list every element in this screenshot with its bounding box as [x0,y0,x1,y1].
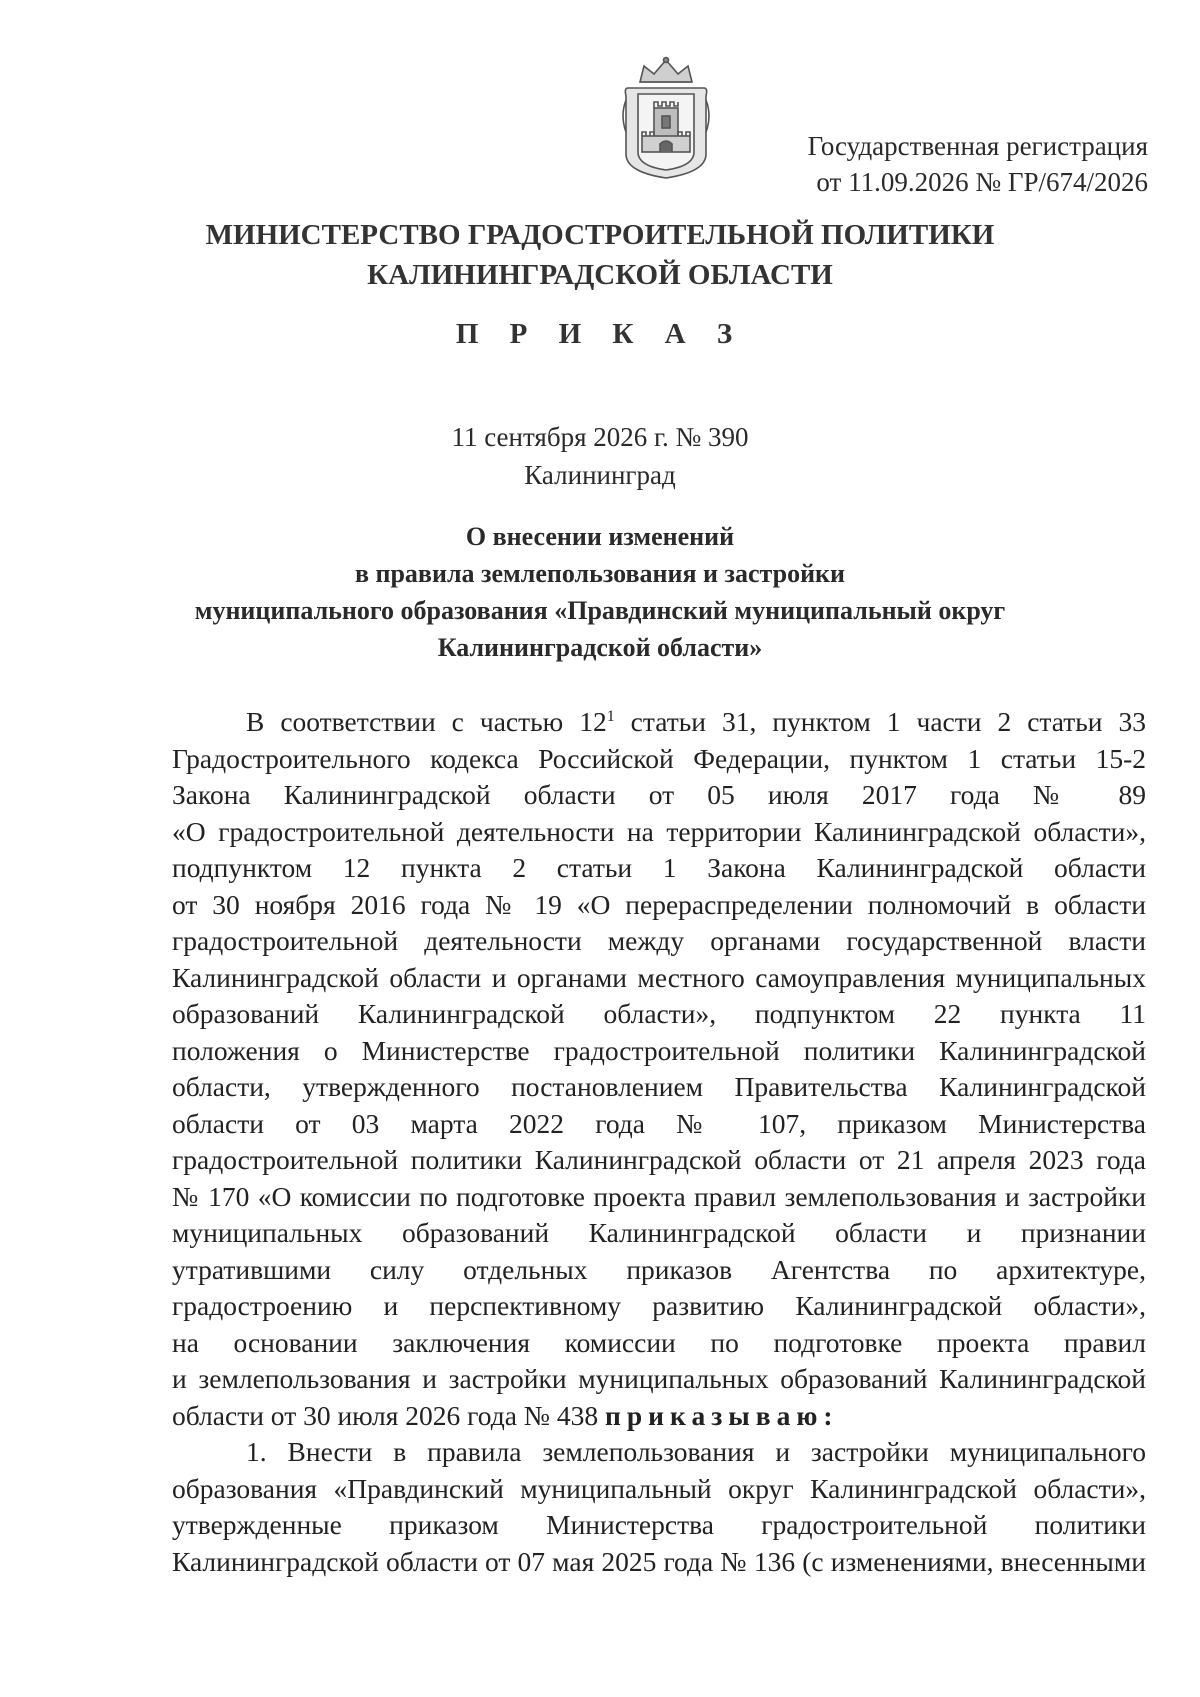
order-subject [0,518,1200,666]
order-body [172,704,1146,1580]
body-line: на основании заключения комиссии по подготовке проекта правил [172,1326,1146,1358]
body-line: утратившими силу отдельных приказов Агентства по архитектуре, [172,1253,1146,1285]
subject-line4: Калининградской области» [437,633,763,662]
body-line: Калининградской области от 07 мая 2025 года № 136 (с изменениями, внесенными [172,1545,1146,1577]
registration-number: от 11.09.2026 № ГР/674/2026 [816,167,1148,197]
superscript: 1 [606,707,615,725]
subject-line1: О внесении изменений [465,522,735,551]
subject-line2: в правила землепользования и застройки [354,559,846,588]
document-type-title: П Р И К А З [455,318,745,350]
coat-of-arms-emblem [618,56,714,180]
order-date-block [0,418,1200,494]
body-line: Закона Калининградской области от 05 июля 2017 года № 89 [172,779,1146,810]
ministry-name-line1: МИНИСТЕРСТВО ГРАДОСТРОИТЕЛЬНОЙ ПОЛИТИКИ [205,219,995,251]
body-line: градостроению и перспективному развитию Калининградской области», [172,1290,1146,1321]
registration-label: Государственная регистрация [807,131,1148,161]
order-directive-word: приказываю: [605,1399,839,1431]
body-line: Калининградской области и органами местного самоуправления муниципальных [172,961,1146,993]
body-line: положения о Министерстве градостроительной политики Калининградской [172,1034,1146,1066]
order-date-number: 11 сентября 2026 г. № 390 [451,422,749,452]
order-city: Калининград [524,460,676,490]
body-line: образований Калининградской области», подпунктом 22 пункта 11 [172,998,1146,1029]
body-line: подпунктом 12 пункта 2 статьи 1 Закона Калининградской области [172,852,1146,883]
body-line: Градостроительного кодекса Российской Федерации, пунктом 1 статьи 15-2 [172,742,1146,774]
body-line: области, утвержденного постановлением Правительства Калининградской [172,1071,1146,1102]
body-line: от 30 ноября 2016 года № 19 «О перераспределении полномочий в области [172,888,1146,920]
body-line: области от 30 июля 2026 года № 438 приказываю: [172,1399,839,1431]
body-line: муниципальных образований Калининградской области и признании [172,1217,1146,1248]
body-line: градостроительной деятельности между органами государственной власти [172,925,1146,956]
body-line: «О градостроительной деятельности на территории Калининградской области», [172,815,1146,847]
body-line: и землепользования и застройки муниципальных образований Калининградской [172,1363,1146,1394]
state-registration-stamp [808,128,1148,200]
ministry-name-line2: КАЛИНИНГРАДСКОЙ ОБЛАСТИ [367,259,833,291]
body-line: 1. Внести в правила землепользования и застройки муниципального [246,1436,1146,1467]
ministry-name [0,215,1200,295]
body-line: образования «Правдинский муниципальный округ Калининградской области», [172,1472,1146,1504]
subject-line3: муниципального образования «Правдинский муниципальный округ [194,596,1006,625]
body-line: № 170 «О комиссии по подготовке проекта правил землепользования и застройки [172,1180,1146,1212]
body-line: В соответствии с частью $12^1$ статьи 31, пунктом 1 части 2 статьи 33 [246,706,1147,737]
body-line: области от 03 марта 2022 года № 107, приказом Министерства [172,1107,1146,1139]
body-line: утвержденные приказом Министерства градостроительной политики [172,1509,1146,1540]
body-line: градостроительной политики Калининградской области от 21 апреля 2023 года [172,1144,1146,1175]
